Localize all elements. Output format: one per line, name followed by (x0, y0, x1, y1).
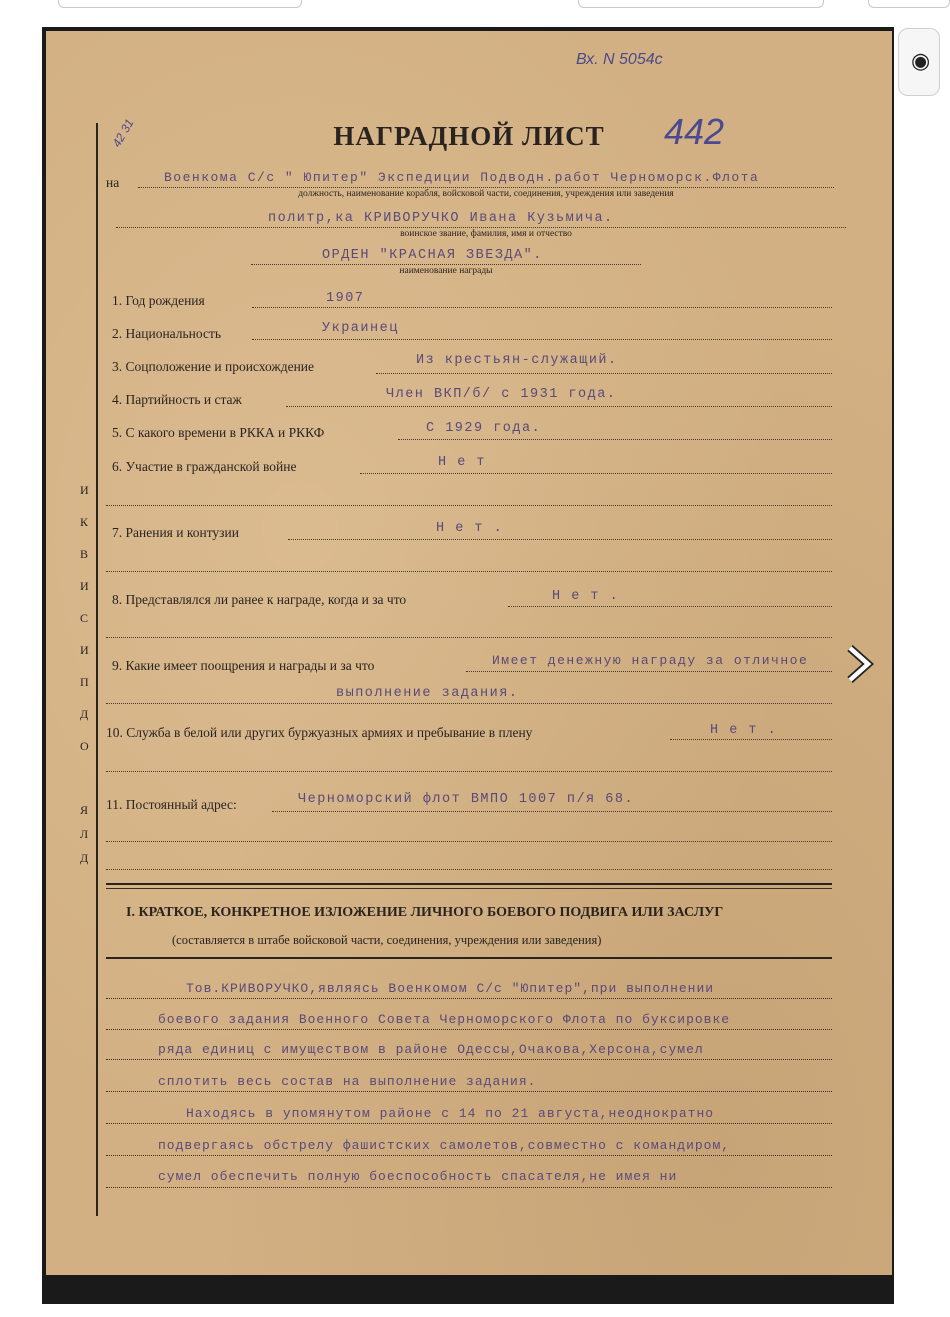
circle-icon: ◉ (911, 49, 931, 74)
narrative-line: подвергаясь обстрелу фашистских самолетов,совместно с командиром, (158, 1138, 731, 1153)
field-5-label: 5. С какого времени в РККА и РККФ (112, 425, 325, 440)
field-3-value: Из крестьян-служащий. (416, 353, 618, 368)
name-caption: воинское звание, фамилия, имя и отчество (400, 229, 572, 239)
section-rule-top (106, 883, 832, 885)
field-1-line (252, 307, 832, 308)
side-char: Д (80, 707, 89, 721)
field-8-label: 8. Представлялся ли ранее к награде, когда и за что (112, 592, 407, 607)
field-9-line (466, 671, 832, 672)
position-line (138, 187, 834, 188)
side-char: И (80, 483, 89, 497)
field-3-line (376, 373, 832, 374)
award-line (251, 264, 641, 265)
field-4-line (286, 406, 832, 407)
side-char: П (80, 675, 89, 689)
name-line (116, 227, 846, 228)
field-11-label: 11. Постоянный адрес: (106, 797, 237, 812)
field-11-line-2 (106, 841, 832, 842)
field-5-value: С 1929 года. (426, 421, 542, 436)
field-8-value: Н е т . (552, 589, 620, 604)
section-title: I. КРАТКОЕ, КОНКРЕТНОЕ ИЗЛОЖЕНИЕ ЛИЧНОГО БОЕВОГО ПОДВИГА ИЛИ ЗАСЛУГ (126, 905, 724, 920)
position-caption: должность, наименование корабля, войсковой части, соединения, учреждения или заведения (298, 189, 674, 199)
na-label: на (106, 175, 120, 190)
tab-stub-right (578, 0, 824, 8)
narrative-line: сплотить весь состав на выполнение задания. (158, 1074, 537, 1089)
field-4-value: Член ВКП/б/ с 1931 года. (386, 387, 617, 402)
field-7-line (288, 539, 832, 540)
narrative-line: Находясь в упомянутом районе с 14 по 21 августа,неоднократно (186, 1106, 715, 1121)
side-char: Л (80, 827, 89, 841)
award-value: ОРДЕН "КРАСНАЯ ЗВЕЗДА". (322, 248, 543, 263)
margin-rule (96, 123, 98, 1216)
field-9-label: 9. Какие имеет поощрения и награды и за что (112, 658, 375, 673)
award-caption: наименование награды (399, 266, 493, 276)
side-char: Я (80, 803, 89, 817)
field-5-line (398, 439, 832, 440)
field-7-label: 7. Ранения и контузии (112, 525, 239, 540)
narrative-rule (106, 998, 832, 999)
field-6-value: Н е т (438, 455, 487, 470)
tab-stub-edge (868, 0, 950, 8)
handwritten-number: 442 (664, 111, 725, 152)
next-page-button[interactable] (836, 642, 880, 686)
side-char: К (80, 515, 89, 529)
side-char: С (80, 611, 89, 625)
narrative-rule (106, 1123, 832, 1124)
field-10-line (670, 739, 832, 740)
narrative-rule (106, 1091, 832, 1092)
narrative-line: Тов.КРИВОРУЧКО,являясь Военкомом С/с "Юпитер",при выполнении (186, 981, 715, 996)
award-sheet (46, 31, 892, 1275)
incoming-stamp-number: Вх. N 5054с (576, 51, 663, 68)
section-subtitle: (составляется в штабе войсковой части, соединения, учреждения или заведения) (172, 933, 602, 947)
field-6-line (360, 473, 832, 474)
field-2-line (252, 339, 832, 340)
field-10-line-2 (106, 771, 832, 772)
side-char: И (80, 579, 89, 593)
field-2-label: 2. Национальность (112, 326, 222, 341)
narrative-rule (106, 1029, 832, 1030)
field-6-line-2 (106, 505, 832, 506)
narrative-rule (106, 1155, 832, 1156)
field-9-value-1: Имеет денежную награду за отличное (492, 653, 809, 668)
chevron-right-icon (836, 642, 880, 686)
field-9-value-2: выполнение задания. (336, 686, 519, 701)
field-10-label: 10. Служба в белой или других буржуазных армиях и пребывание в плену (106, 725, 533, 740)
side-char: В (80, 547, 89, 561)
field-2-value: Украинец (322, 321, 399, 336)
margin-note: 42 31 (109, 116, 137, 150)
field-11-line (272, 811, 832, 812)
section-rule-bottom (106, 957, 832, 959)
position-value: Военкома С/с " Юпитер" Экспедиции Подводн.работ Черноморск.Флота (164, 170, 760, 185)
document-title: НАГРАДНОЙ ЛИСТ (333, 121, 605, 151)
field-3-label: 3. Соцположение и происхождение (112, 359, 315, 374)
side-char: И (80, 643, 89, 657)
field-11-line-3 (106, 869, 832, 870)
field-1-label: 1. Год рождения (112, 293, 205, 308)
section-rule-top-2 (106, 888, 832, 889)
viewer-side-button[interactable] (898, 28, 940, 96)
narrative-line: ряда единиц с имуществом в районе Одессы,Очакова,Херсона,сумел (158, 1042, 704, 1057)
field-9-line-2 (106, 703, 832, 704)
field-8-line-2 (106, 637, 832, 638)
side-char: Д (80, 851, 89, 865)
narrative-rule (106, 1187, 832, 1188)
field-10-value: Н е т . (710, 723, 778, 738)
field-4-label: 4. Партийность и стаж (112, 392, 242, 407)
tab-stub-left (58, 0, 302, 8)
field-7-value: Н е т . (436, 521, 504, 536)
narrative-line: сумел обеспечить полную боеспособность спасателя,не имея ни (158, 1169, 678, 1184)
field-7-line-2 (106, 571, 832, 572)
narrative-line: боевого задания Военного Совета Черноморского Флота по буксировке (158, 1012, 731, 1027)
side-char: О (80, 739, 89, 753)
field-8-line (508, 606, 832, 607)
field-11-value: Черноморский флот ВМПО 1007 п/я 68. (298, 792, 635, 807)
field-6-label: 6. Участие в гражданской войне (112, 459, 297, 474)
field-1-value: 1907 (326, 291, 365, 306)
name-value: политр,ка КРИВОРУЧКО Ивана Кузьмича. (268, 211, 614, 226)
narrative-rule (106, 1059, 832, 1060)
